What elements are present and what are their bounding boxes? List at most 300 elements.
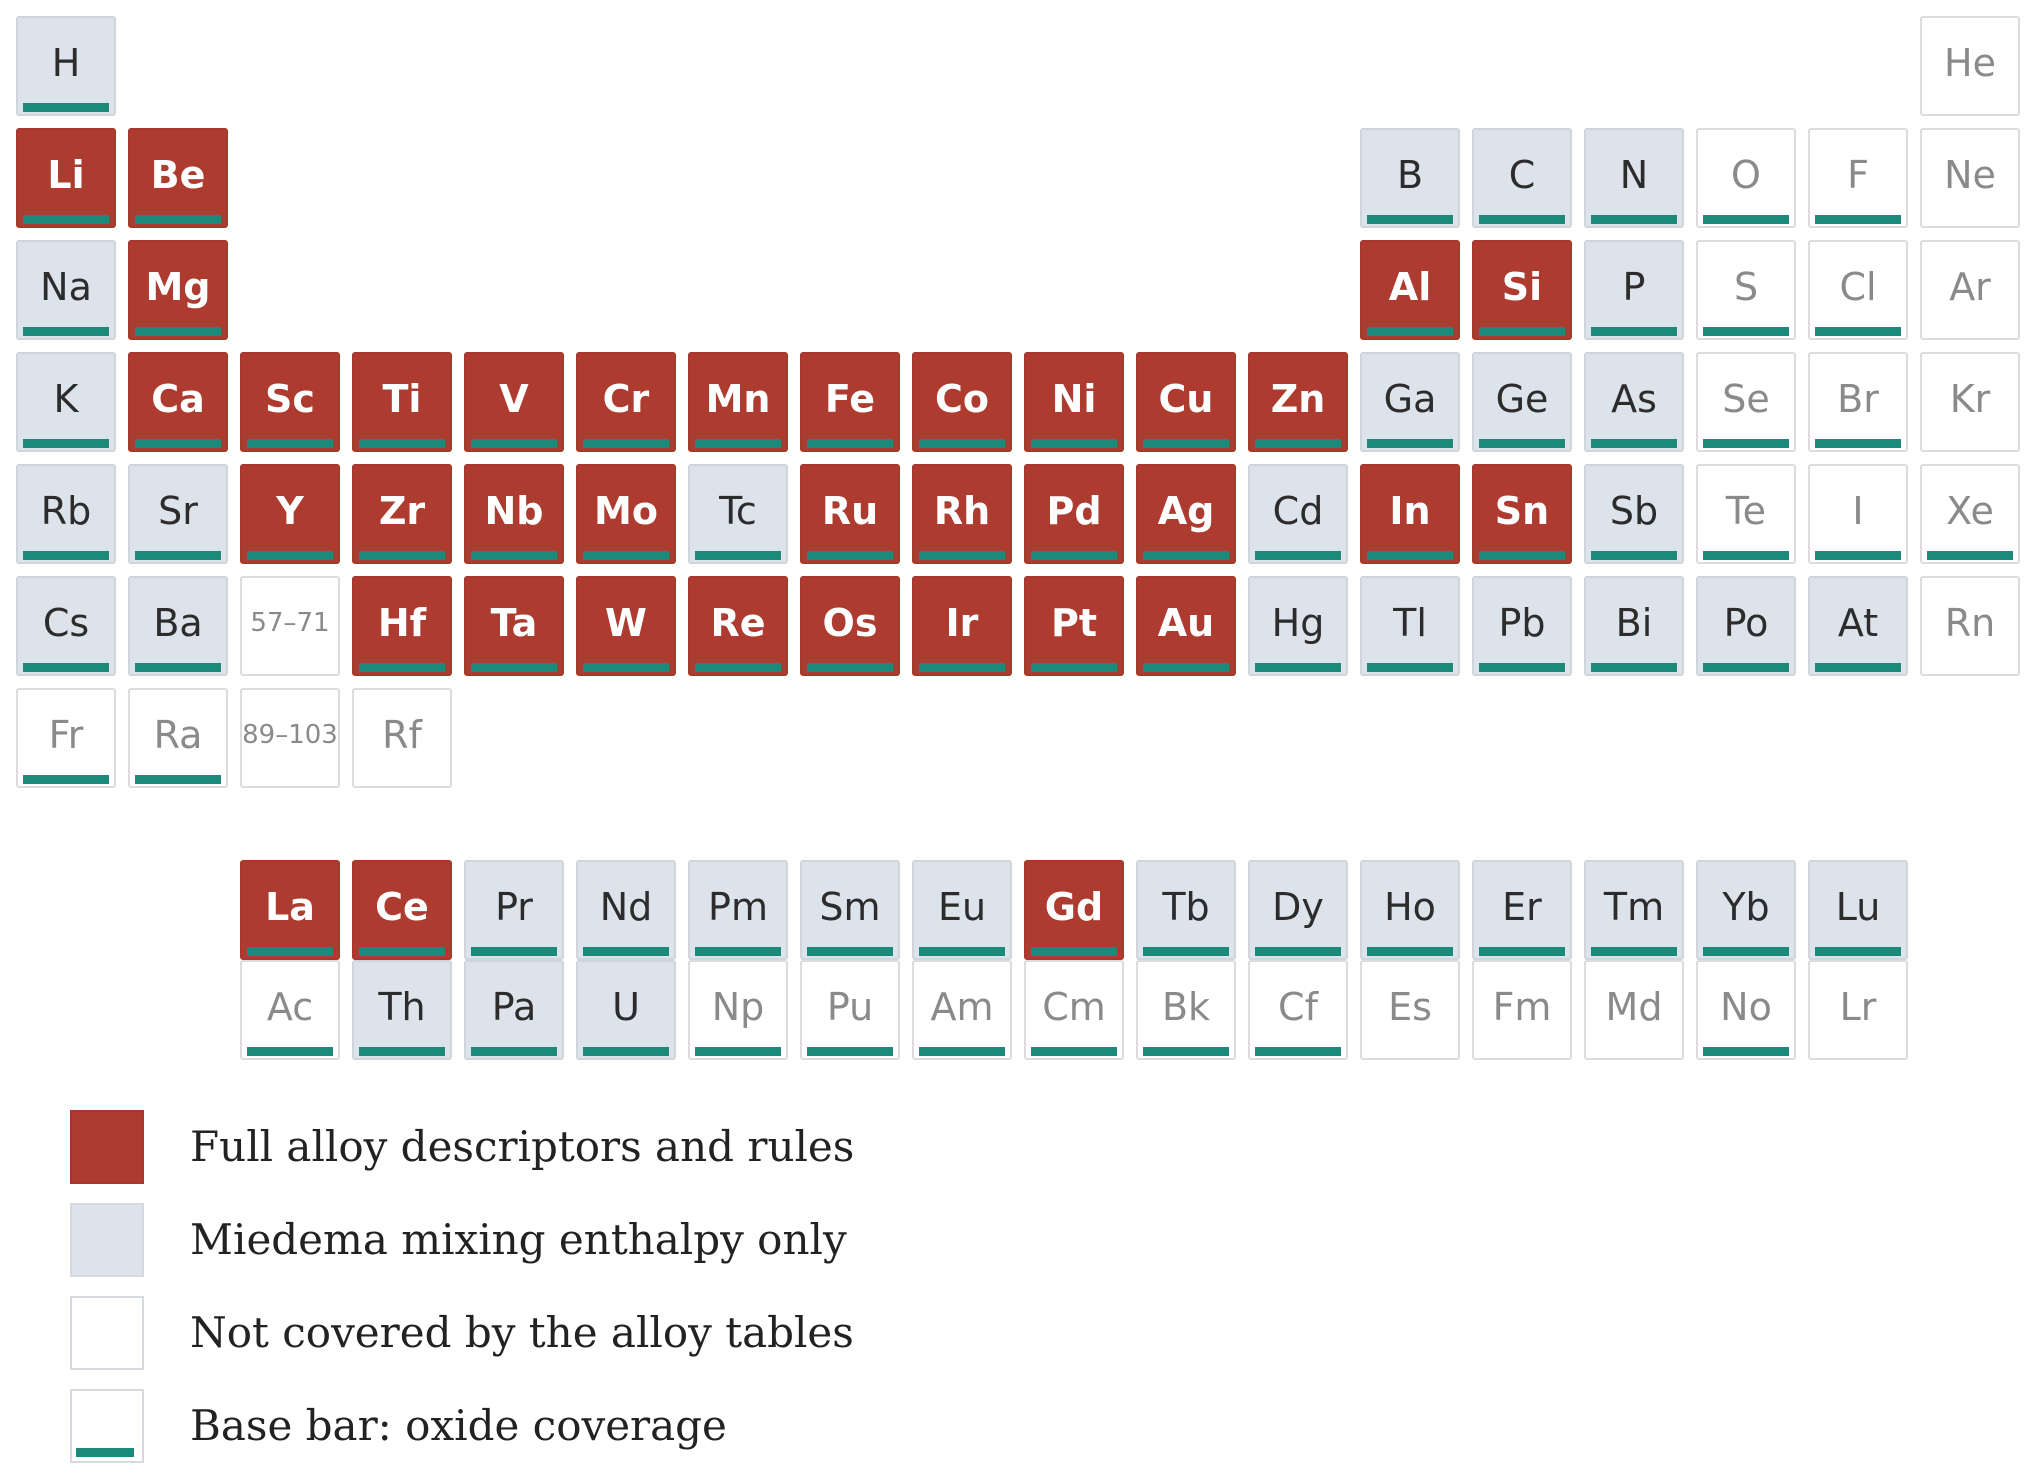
- element-symbol: Ag: [1157, 489, 1215, 533]
- element-symbol: Bk: [1161, 985, 1211, 1029]
- oxide-coverage-bar: [807, 439, 893, 448]
- element-symbol: No: [1720, 985, 1772, 1029]
- element-cell-i: [1808, 464, 1908, 564]
- element-cell-u: [576, 960, 676, 1060]
- element-symbol: Na: [40, 265, 92, 309]
- oxide-coverage-bar: [471, 551, 557, 560]
- element-symbol: Li: [47, 153, 85, 197]
- element-symbol: Pd: [1046, 489, 1102, 533]
- element-symbol: W: [605, 601, 647, 645]
- oxide-coverage-bar: [807, 1047, 893, 1056]
- element-cell-th: [352, 960, 452, 1060]
- oxide-coverage-bar: [1255, 663, 1341, 672]
- element-symbol: Cs: [42, 601, 90, 645]
- element-cell-s: [1696, 240, 1796, 340]
- element-symbol: Ra: [153, 713, 203, 757]
- oxide-coverage-bar: [23, 215, 109, 224]
- element-symbol: Eu: [937, 885, 987, 929]
- element-symbol: Fm: [1492, 985, 1552, 1029]
- oxide-coverage-bar: [135, 215, 221, 224]
- element-symbol: Sn: [1494, 489, 1550, 533]
- element-symbol: I: [1852, 489, 1864, 533]
- element-symbol: Au: [1157, 601, 1215, 645]
- element-cell-ti: [352, 352, 452, 452]
- oxide-coverage-bar: [1255, 439, 1341, 448]
- element-symbol: Os: [822, 601, 878, 645]
- element-symbol: Tc: [719, 489, 757, 533]
- oxide-coverage-bar: [583, 439, 669, 448]
- oxide-coverage-bar: [919, 1047, 1005, 1056]
- oxide-coverage-bar: [471, 439, 557, 448]
- oxide-coverage-bar: [359, 439, 445, 448]
- oxide-coverage-bar: [247, 1047, 333, 1056]
- element-cell-b: [1360, 128, 1460, 228]
- element-cell-ar: [1920, 240, 2020, 340]
- element-cell-rn: [1920, 576, 2020, 676]
- element-symbol: P: [1622, 265, 1646, 309]
- oxide-coverage-bar: [1255, 1047, 1341, 1056]
- element-cell-ir: [912, 576, 1012, 676]
- element-cell-ac: [240, 960, 340, 1060]
- element-symbol: Xe: [1946, 489, 1994, 533]
- element-symbol: Cm: [1042, 985, 1106, 1029]
- oxide-coverage-bar: [1591, 947, 1677, 956]
- element-symbol: Sc: [265, 377, 315, 421]
- oxide-coverage-bar: [471, 663, 557, 672]
- element-cell-bi: [1584, 576, 1684, 676]
- element-symbol: Mo: [594, 489, 658, 533]
- element-cell-pr: [464, 860, 564, 960]
- oxide-coverage-bar: [1367, 663, 1453, 672]
- element-cell-pb: [1472, 576, 1572, 676]
- element-cell-cr: [576, 352, 676, 452]
- element-cell-dy: [1248, 860, 1348, 960]
- element-symbol: 89–103: [242, 720, 338, 750]
- element-cell-te: [1696, 464, 1796, 564]
- oxide-bar-sample: [76, 1448, 134, 1457]
- element-cell-cl: [1808, 240, 1908, 340]
- oxide-coverage-bar: [247, 551, 333, 560]
- element-symbol: V: [499, 377, 529, 421]
- oxide-coverage-bar: [1703, 327, 1789, 336]
- oxide-coverage-bar: [1591, 327, 1677, 336]
- element-symbol: Kr: [1949, 377, 1991, 421]
- oxide-coverage-bar: [1143, 1047, 1229, 1056]
- element-symbol: O: [1731, 153, 1761, 197]
- element-cell-la: [240, 860, 340, 960]
- element-symbol: Cu: [1158, 377, 1214, 421]
- oxide-coverage-bar: [1143, 947, 1229, 956]
- oxide-coverage-bar: [1703, 1047, 1789, 1056]
- element-cell-fr: [16, 688, 116, 788]
- element-cell-c: [1472, 128, 1572, 228]
- element-symbol: Br: [1837, 377, 1879, 421]
- oxide-coverage-bar: [695, 663, 781, 672]
- element-symbol: Cl: [1839, 265, 1877, 309]
- element-symbol: K: [53, 377, 79, 421]
- element-cell-as: [1584, 352, 1684, 452]
- element-cell-am: [912, 960, 1012, 1060]
- element-cell-mg: [128, 240, 228, 340]
- oxide-coverage-bar: [1927, 551, 2013, 560]
- element-cell-be: [128, 128, 228, 228]
- element-cell-tc: [688, 464, 788, 564]
- element-symbol: He: [1944, 41, 1996, 85]
- element-symbol: N: [1619, 153, 1649, 197]
- element-symbol: Nb: [484, 489, 544, 533]
- element-symbol: Fr: [48, 713, 84, 757]
- element-cell-ni: [1024, 352, 1124, 452]
- oxide-coverage-bar: [135, 439, 221, 448]
- oxide-coverage-bar: [135, 551, 221, 560]
- element-symbol: Be: [150, 153, 206, 197]
- element-cell-sm: [800, 860, 900, 960]
- element-symbol: Ce: [375, 885, 429, 929]
- oxide-coverage-bar: [807, 551, 893, 560]
- element-cell-pm: [688, 860, 788, 960]
- element-symbol: Mg: [145, 265, 211, 309]
- element-cell-tl: [1360, 576, 1460, 676]
- oxide-coverage-bar: [359, 663, 445, 672]
- element-cell-al: [1360, 240, 1460, 340]
- oxide-coverage-bar: [247, 439, 333, 448]
- element-cell-cm: [1024, 960, 1124, 1060]
- element-symbol: Ni: [1051, 377, 1097, 421]
- element-cell-fm: [1472, 960, 1572, 1060]
- oxide-coverage-bar: [695, 1047, 781, 1056]
- element-symbol: Er: [1502, 885, 1542, 929]
- element-symbol: U: [612, 985, 640, 1029]
- element-symbol: 57–71: [250, 608, 330, 638]
- element-symbol: La: [265, 885, 315, 929]
- oxide-coverage-bar: [1703, 215, 1789, 224]
- element-symbol: Gd: [1044, 885, 1104, 929]
- element-cell-es: [1360, 960, 1460, 1060]
- element-cell-ru: [800, 464, 900, 564]
- oxide-coverage-bar: [23, 551, 109, 560]
- element-symbol: Yb: [1722, 885, 1770, 929]
- element-cell-pt: [1024, 576, 1124, 676]
- element-cell-v: [464, 352, 564, 452]
- element-cell-zn: [1248, 352, 1348, 452]
- element-symbol: In: [1389, 489, 1431, 533]
- element-cell-sr: [128, 464, 228, 564]
- element-symbol: Ar: [1949, 265, 1991, 309]
- oxide-coverage-bar: [135, 775, 221, 784]
- element-cell-he: [1920, 16, 2020, 116]
- element-cell-in: [1360, 464, 1460, 564]
- element-cell-md: [1584, 960, 1684, 1060]
- legend-swatch-none: [70, 1296, 144, 1370]
- oxide-coverage-bar: [135, 327, 221, 336]
- element-cell-si: [1472, 240, 1572, 340]
- oxide-coverage-bar: [471, 947, 557, 956]
- element-cell-hg: [1248, 576, 1348, 676]
- element-symbol: Md: [1605, 985, 1663, 1029]
- oxide-coverage-bar: [1703, 439, 1789, 448]
- element-symbol: Np: [711, 985, 765, 1029]
- element-symbol: Ir: [945, 601, 979, 645]
- oxide-coverage-bar: [1479, 215, 1565, 224]
- element-cell-bk: [1136, 960, 1236, 1060]
- element-cell-sn: [1472, 464, 1572, 564]
- element-cell-ne: [1920, 128, 2020, 228]
- element-cell-yb: [1696, 860, 1796, 960]
- oxide-coverage-bar: [583, 947, 669, 956]
- oxide-coverage-bar: [807, 947, 893, 956]
- oxide-coverage-bar: [1703, 947, 1789, 956]
- element-symbol: Tb: [1162, 885, 1210, 929]
- element-symbol: Al: [1388, 265, 1432, 309]
- element-cell-re: [688, 576, 788, 676]
- element-symbol: Fe: [824, 377, 876, 421]
- oxide-coverage-bar: [1031, 663, 1117, 672]
- element-cell-ho: [1360, 860, 1460, 960]
- element-cell-ca: [128, 352, 228, 452]
- element-symbol: Rh: [933, 489, 991, 533]
- element-symbol: Si: [1501, 265, 1543, 309]
- oxide-coverage-bar: [1031, 439, 1117, 448]
- element-symbol: As: [1611, 377, 1657, 421]
- element-symbol: Tm: [1603, 885, 1665, 929]
- element-cell-k: [16, 352, 116, 452]
- element-cell-po: [1696, 576, 1796, 676]
- element-cell-f: [1808, 128, 1908, 228]
- oxide-coverage-bar: [1479, 439, 1565, 448]
- element-symbol: Nd: [599, 885, 653, 929]
- element-cell-nd: [576, 860, 676, 960]
- element-cell-os: [800, 576, 900, 676]
- element-cell-li: [16, 128, 116, 228]
- element-cell-na: [16, 240, 116, 340]
- element-cell-cu: [1136, 352, 1236, 452]
- element-symbol: S: [1733, 265, 1759, 309]
- oxide-coverage-bar: [23, 103, 109, 112]
- oxide-coverage-bar: [583, 551, 669, 560]
- legend-swatch-miedema: [70, 1203, 144, 1277]
- element-cell-ta: [464, 576, 564, 676]
- element-symbol: B: [1396, 153, 1424, 197]
- element-cell-n: [1584, 128, 1684, 228]
- legend-item-none: [70, 1296, 970, 1372]
- element-symbol: Rb: [40, 489, 92, 533]
- element-symbol: Ac: [266, 985, 314, 1029]
- oxide-coverage-bar: [1815, 327, 1901, 336]
- oxide-coverage-bar: [1255, 551, 1341, 560]
- element-cell-cf: [1248, 960, 1348, 1060]
- oxide-coverage-bar: [1367, 551, 1453, 560]
- oxide-coverage-bar: [23, 775, 109, 784]
- element-cell-sc: [240, 352, 340, 452]
- oxide-coverage-bar: [1815, 215, 1901, 224]
- element-cell-sb: [1584, 464, 1684, 564]
- element-symbol: Rf: [382, 713, 422, 757]
- element-cell-er: [1472, 860, 1572, 960]
- oxide-coverage-bar: [1367, 947, 1453, 956]
- oxide-coverage-bar: [919, 439, 1005, 448]
- oxide-coverage-bar: [1031, 1047, 1117, 1056]
- element-cell-ag: [1136, 464, 1236, 564]
- element-cell-p: [1584, 240, 1684, 340]
- element-symbol: Po: [1723, 601, 1769, 645]
- oxide-coverage-bar: [919, 663, 1005, 672]
- element-cell-xe: [1920, 464, 2020, 564]
- element-cell-kr: [1920, 352, 2020, 452]
- element-symbol: Te: [1725, 489, 1767, 533]
- element-symbol: Pa: [491, 985, 537, 1029]
- oxide-coverage-bar: [583, 1047, 669, 1056]
- oxide-coverage-bar: [247, 947, 333, 956]
- element-cell-rb: [16, 464, 116, 564]
- element-symbol: Ga: [1383, 377, 1437, 421]
- element-symbol: Zn: [1270, 377, 1326, 421]
- element-cell-ba: [128, 576, 228, 676]
- oxide-coverage-bar: [1255, 947, 1341, 956]
- element-cell-no: [1696, 960, 1796, 1060]
- oxide-coverage-bar: [695, 439, 781, 448]
- element-cell-y: [240, 464, 340, 564]
- legend-label-full: Full alloy descriptors and rules: [190, 1122, 855, 1171]
- element-symbol: Ti: [382, 377, 422, 421]
- element-cell-pd: [1024, 464, 1124, 564]
- element-cell-at: [1808, 576, 1908, 676]
- oxide-coverage-bar: [1143, 439, 1229, 448]
- element-symbol: Es: [1388, 985, 1432, 1029]
- element-symbol: Am: [930, 985, 994, 1029]
- element-cell-ge: [1472, 352, 1572, 452]
- element-symbol: Pt: [1050, 601, 1097, 645]
- oxide-coverage-bar: [1815, 663, 1901, 672]
- element-cell-rh: [912, 464, 1012, 564]
- element-cell-o: [1696, 128, 1796, 228]
- element-symbol: Cd: [1272, 489, 1324, 533]
- element-symbol: Pb: [1498, 601, 1546, 645]
- oxide-coverage-bar: [1367, 215, 1453, 224]
- element-symbol: Cr: [602, 377, 650, 421]
- oxide-coverage-bar: [1031, 947, 1117, 956]
- element-cell-co: [912, 352, 1012, 452]
- element-symbol: Ge: [1495, 377, 1549, 421]
- element-symbol: Lr: [1839, 985, 1877, 1029]
- oxide-coverage-bar: [359, 551, 445, 560]
- legend-item-miedema: [70, 1203, 970, 1279]
- element-symbol: Pu: [826, 985, 874, 1029]
- oxide-coverage-bar: [1479, 327, 1565, 336]
- element-symbol: Pm: [708, 885, 768, 929]
- element-cell-cs: [16, 576, 116, 676]
- element-symbol: Ba: [153, 601, 203, 645]
- oxide-coverage-bar: [695, 947, 781, 956]
- oxide-coverage-bar: [1815, 947, 1901, 956]
- element-cell-tb: [1136, 860, 1236, 960]
- oxide-coverage-bar: [359, 947, 445, 956]
- element-cell-ce: [352, 860, 452, 960]
- element-symbol: Hg: [1271, 601, 1325, 645]
- element-symbol: Ho: [1384, 885, 1436, 929]
- legend-label-miedema: Miedema mixing enthalpy only: [190, 1215, 847, 1264]
- element-symbol: Y: [276, 489, 304, 533]
- element-symbol: Sr: [158, 489, 198, 533]
- element-cell-range-74: [240, 688, 340, 788]
- element-symbol: Mn: [705, 377, 771, 421]
- oxide-coverage-bar: [919, 947, 1005, 956]
- element-symbol: H: [51, 41, 81, 85]
- oxide-coverage-bar: [695, 551, 781, 560]
- element-symbol: Zr: [378, 489, 426, 533]
- oxide-coverage-bar: [1815, 551, 1901, 560]
- element-symbol: Th: [378, 985, 426, 1029]
- oxide-coverage-bar: [135, 663, 221, 672]
- element-symbol: Re: [710, 601, 766, 645]
- oxide-coverage-bar: [1591, 551, 1677, 560]
- element-cell-lr: [1808, 960, 1908, 1060]
- element-cell-rf: [352, 688, 452, 788]
- element-symbol: Sm: [819, 885, 881, 929]
- element-symbol: Ca: [151, 377, 205, 421]
- oxide-coverage-bar: [1143, 663, 1229, 672]
- element-symbol: Co: [935, 377, 989, 421]
- legend-swatch-full: [70, 1110, 144, 1184]
- element-cell-nb: [464, 464, 564, 564]
- element-symbol: Lu: [1835, 885, 1881, 929]
- element-cell-mn: [688, 352, 788, 452]
- element-symbol: C: [1508, 153, 1536, 197]
- legend-item-oxide-bar: [70, 1389, 970, 1465]
- oxide-coverage-bar: [23, 327, 109, 336]
- element-symbol: Hf: [377, 601, 427, 645]
- oxide-coverage-bar: [1703, 663, 1789, 672]
- oxide-coverage-bar: [23, 439, 109, 448]
- element-symbol: Ne: [1944, 153, 1996, 197]
- element-symbol: F: [1847, 153, 1869, 197]
- oxide-coverage-bar: [583, 663, 669, 672]
- oxide-coverage-bar: [23, 663, 109, 672]
- oxide-coverage-bar: [1367, 327, 1453, 336]
- element-cell-zr: [352, 464, 452, 564]
- oxide-coverage-bar: [1143, 551, 1229, 560]
- element-cell-w: [576, 576, 676, 676]
- oxide-coverage-bar: [1479, 947, 1565, 956]
- element-cell-fe: [800, 352, 900, 452]
- legend-item-full: [70, 1110, 970, 1186]
- element-cell-hf: [352, 576, 452, 676]
- oxide-coverage-bar: [471, 1047, 557, 1056]
- element-symbol: Se: [1722, 377, 1770, 421]
- element-cell-h: [16, 16, 116, 116]
- element-symbol: Dy: [1272, 885, 1324, 929]
- element-cell-pu: [800, 960, 900, 1060]
- legend-label-oxide-bar: Base bar: oxide coverage: [190, 1401, 727, 1450]
- legend-label-none: Not covered by the alloy tables: [190, 1308, 854, 1357]
- element-cell-range-56: [240, 576, 340, 676]
- element-cell-gd: [1024, 860, 1124, 960]
- oxide-coverage-bar: [1815, 439, 1901, 448]
- element-symbol: Tl: [1393, 601, 1427, 645]
- element-cell-lu: [1808, 860, 1908, 960]
- oxide-coverage-bar: [1591, 663, 1677, 672]
- element-cell-pa: [464, 960, 564, 1060]
- oxide-coverage-bar: [1703, 551, 1789, 560]
- element-symbol: Sb: [1609, 489, 1659, 533]
- element-cell-eu: [912, 860, 1012, 960]
- element-cell-au: [1136, 576, 1236, 676]
- element-cell-ra: [128, 688, 228, 788]
- oxide-coverage-bar: [1591, 439, 1677, 448]
- oxide-coverage-bar: [807, 663, 893, 672]
- element-cell-cd: [1248, 464, 1348, 564]
- element-cell-se: [1696, 352, 1796, 452]
- element-symbol: Rn: [1944, 601, 1996, 645]
